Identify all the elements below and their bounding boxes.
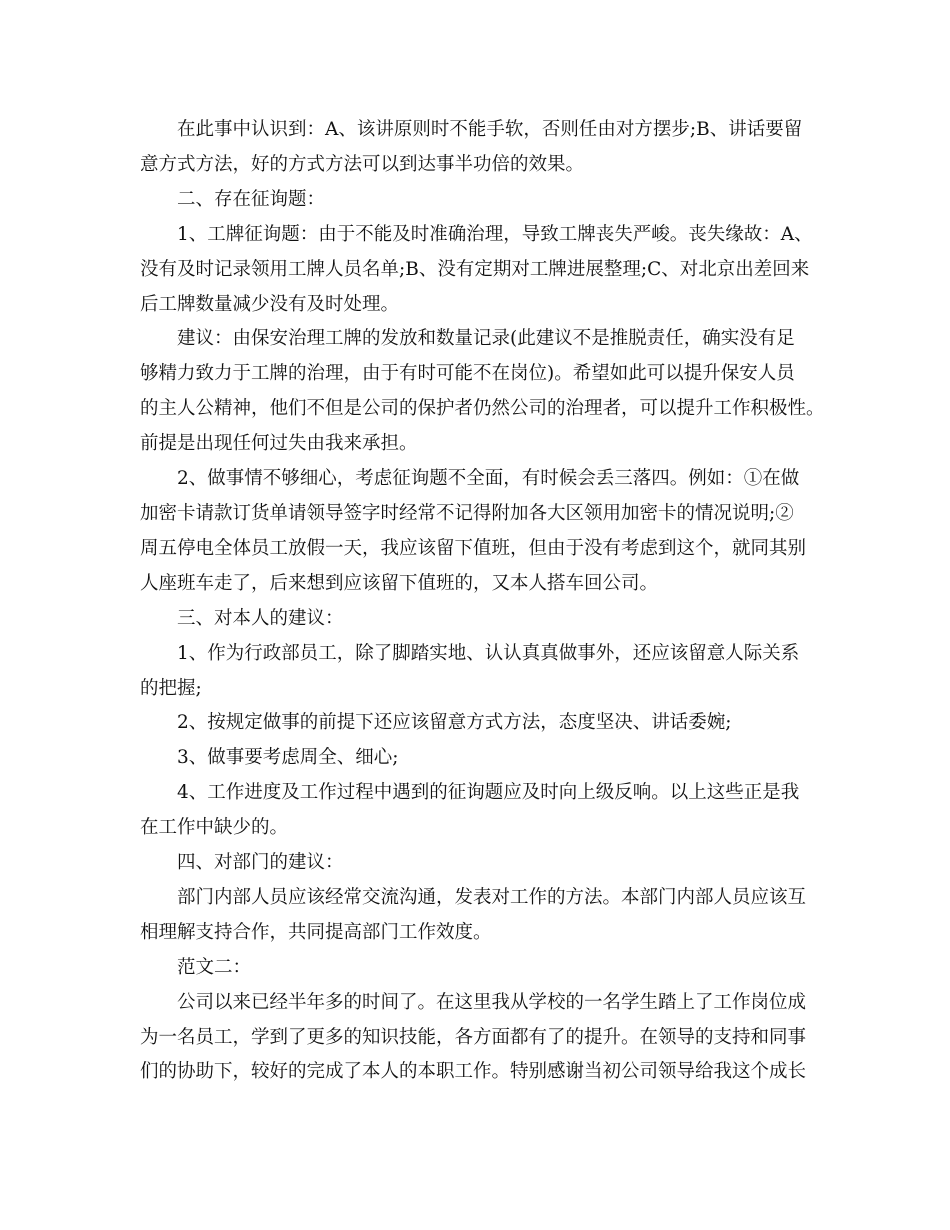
text-line: 2、做事情不够细心，考虑征询题不全面，有时候会丢三落四。例如：①在做	[177, 468, 800, 490]
paragraph	[140, 637, 830, 707]
text-line: 四、对部门的建议：	[177, 852, 344, 874]
document-body	[140, 113, 830, 1090]
text-line: 4、工作进度及工作过程中遇到的征询题应及时向上级反响。以上这些正是我	[177, 782, 800, 804]
text-line: 建议：由保安治理工牌的发放和数量记录(此建议不是推脱责任，确实没有足	[177, 328, 795, 350]
text-line: 够精力致力于工牌的治理，由于有时可能不在岗位)。希望如此可以提升保安人员	[140, 363, 795, 385]
paragraph	[140, 706, 830, 741]
text-line: 1、工牌征询题：由于不能及时准确治理，导致工牌丧失严峻。丧失缘故：A、	[177, 223, 813, 245]
text-line: 3、做事要考虑周全、细心;	[177, 747, 399, 769]
text-line: 周五停电全体员工放假一天，我应该留下值班，但由于没有考虑到这个，就同其别	[140, 537, 807, 559]
text-line: 在此事中认识到：A、该讲原则时不能手软，否则任由对方摆步;B、讲话要留	[177, 119, 803, 140]
paragraph	[140, 881, 830, 951]
text-line: 在工作中缺少的。	[140, 817, 289, 839]
text-line: 意方式方法，好的方式方法可以到达事半功倍的效果。	[140, 153, 585, 175]
text-line: 的把握;	[140, 677, 202, 699]
text-line: 们的协助下，较好的完成了本人的本职工作。特别感谢当初公司领导给我这个成长	[140, 1061, 807, 1083]
paragraph	[140, 776, 830, 846]
paragraph	[140, 846, 830, 881]
paragraph	[140, 218, 830, 323]
text-line: 1、作为行政部员工，除了脚踏实地、认认真真做事外，还应该留意人际关系	[177, 642, 800, 664]
text-line: 二、存在征询题：	[177, 188, 326, 210]
text-line: 相理解支持合作，共同提高部门工作效度。	[140, 921, 492, 943]
paragraph	[140, 741, 830, 776]
text-line: 2、按规定做事的前提下还应该留意方式方法，态度坚决、讲话委婉;	[177, 712, 732, 734]
paragraph	[140, 462, 830, 602]
text-line: 人座班车走了，后来想到应该留下值班的，又本人搭车回公司。	[140, 572, 659, 594]
text-line: 的主人公精神，他们不但是公司的保护者仍然公司的治理者，可以提升工作积极性。	[140, 398, 825, 420]
text-line: 为一名员工，学到了更多的知识技能，各方面都有了的提升。在领导的支持和同事	[140, 1026, 807, 1048]
text-line: 后工牌数量减少没有及时处理。	[140, 293, 400, 315]
paragraph	[140, 951, 830, 986]
text-line: 前提是出现任何过失由我来承担。	[140, 433, 418, 455]
text-line: 三、对本人的建议：	[177, 607, 344, 629]
text-line: 部门内部人员应该经常交流沟通，发表对工作的方法。本部门内部人员应该互	[177, 886, 807, 908]
text-line: 没有及时记录领用工牌人员名单;B、没有定期对工牌进展整理;C、对北京出差回来	[140, 258, 810, 280]
paragraph	[140, 986, 830, 1091]
paragraph	[140, 602, 830, 637]
text-line: 范文二：	[177, 956, 252, 978]
paragraph	[140, 113, 830, 183]
text-line: 加密卡请款订货单请领导签字时经常不记得附加各大区领用加密卡的情况说明;②	[140, 502, 794, 524]
paragraph	[140, 183, 830, 218]
paragraph	[140, 322, 830, 462]
text-line: 公司以来已经半年多的时间了。在这里我从学校的一名学生踏上了工作岗位成	[177, 991, 807, 1013]
